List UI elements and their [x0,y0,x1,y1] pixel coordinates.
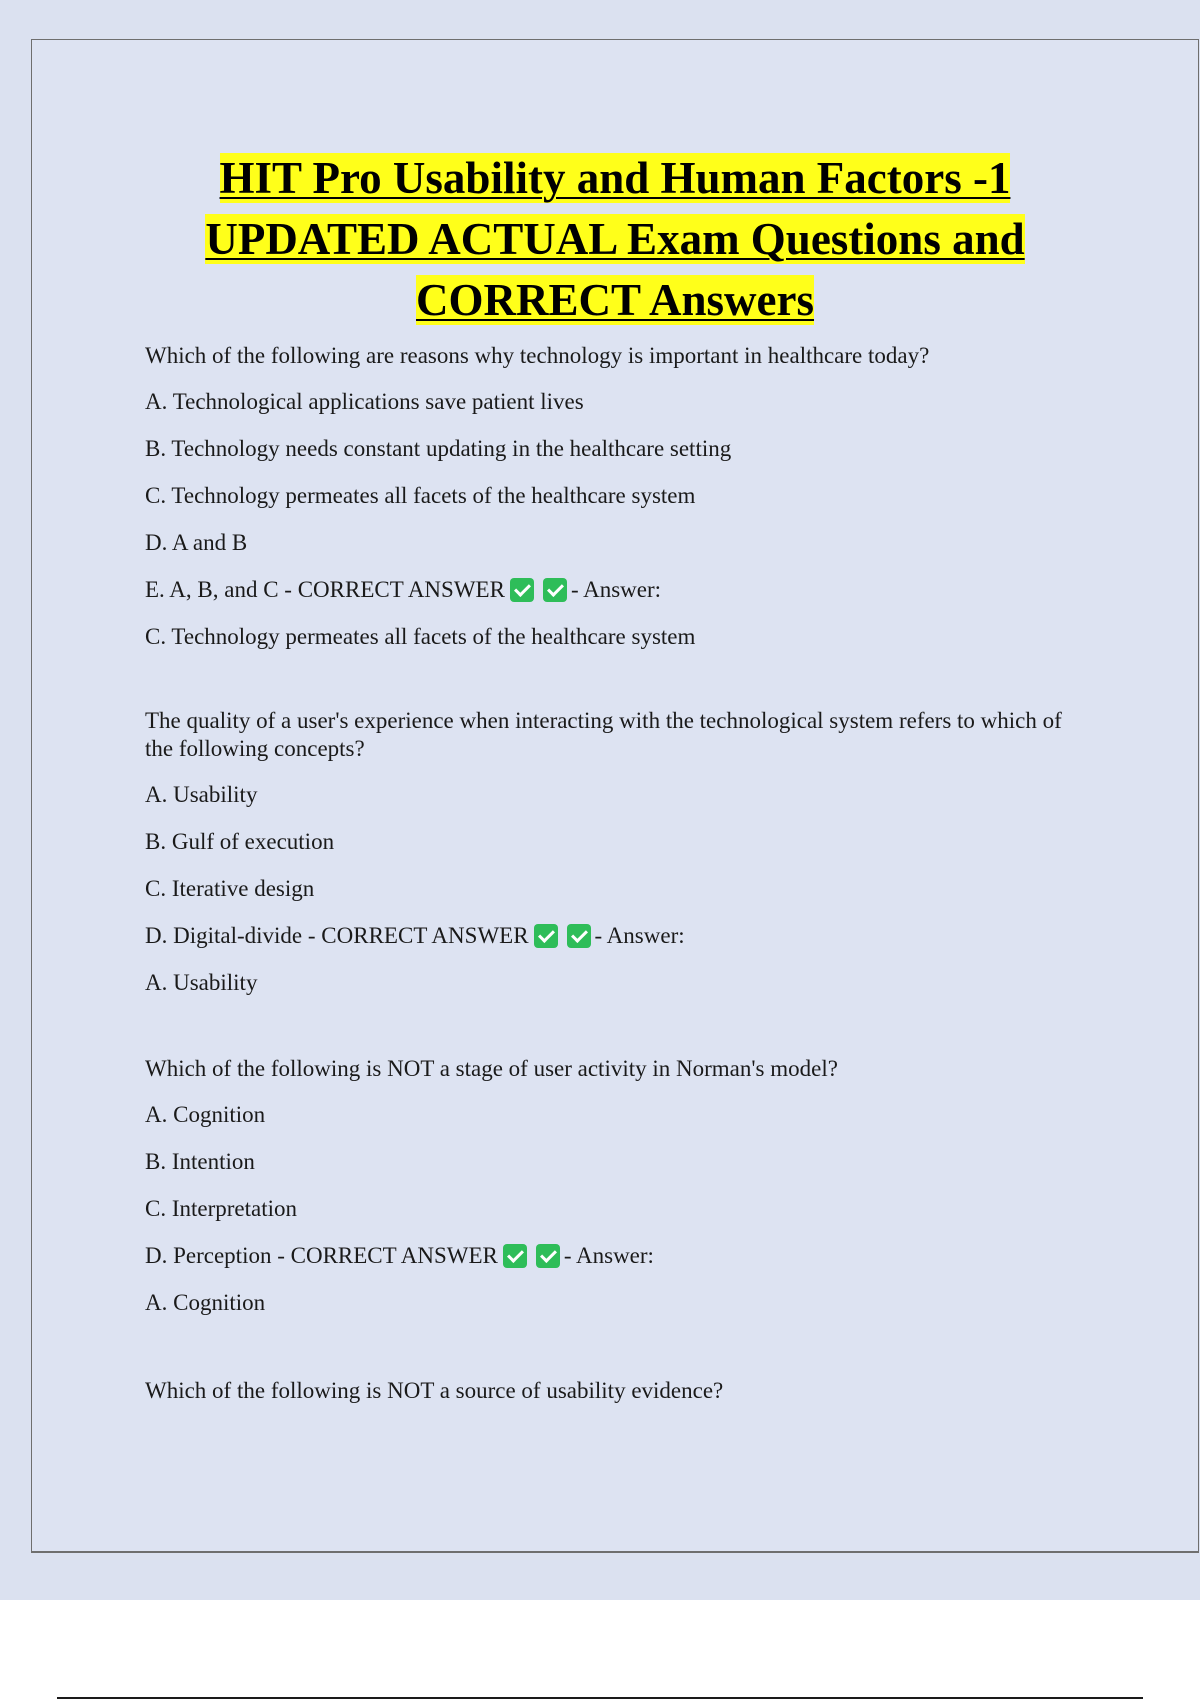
question-text: Which of the following is NOT a stage of user activity in Norman's model? [145,1056,838,1081]
option-a: A. Cognition [145,1102,266,1127]
answer-text: A. Cognition [145,1290,266,1315]
answer-text: A. Usability [145,970,258,995]
question-2 [145,707,1095,997]
option-b: B. Intention [145,1149,255,1174]
option-c: C. Iterative design [145,876,315,901]
correct-answer-label: D. Perception - CORRECT ANSWER [145,1243,498,1268]
answer-suffix: - Answer: [570,577,662,602]
question-1 [145,342,1095,651]
correct-answer-line [145,1242,1095,1270]
correct-answer-label: E. A, B, and C - CORRECT ANSWER [145,577,505,602]
correct-answer-label: D. Digital-divide - CORRECT ANSWER [145,923,529,948]
question-3 [145,1055,1095,1317]
question-4 [145,1377,1095,1405]
option-b: B. Gulf of execution [145,829,335,854]
answer-suffix: - Answer: [563,1243,654,1268]
check-box-icon [567,924,591,948]
title-line-2: UPDATED ACTUAL Exam Questions and [205,214,1025,264]
question-text: Which of the following is NOT a source of usability evidence? [145,1378,724,1403]
question-text: Which of the following are reasons why technology is important in healthcare today? [145,343,930,368]
option-a: A. Usability [145,782,258,807]
option-d: D. A and B [145,530,248,555]
check-box-icon [503,1244,527,1268]
footer-divider [57,1697,1143,1699]
document-title [140,148,1090,331]
answer-text: C. Technology permeates all facets of the healthcare system [145,624,696,649]
question-list [145,342,1095,1423]
option-b: B. Technology needs constant updating in the healthcare setting [145,436,732,461]
title-line-3: CORRECT Answers [416,275,814,325]
correct-answer-line [145,922,1095,950]
question-text: The quality of a user's experience when interacting with the technological system refers to which of the following concepts? [145,708,1062,761]
option-c: C. Technology permeates all facets of the healthcare system [145,483,696,508]
correct-answer-line [145,576,1095,604]
title-line-1: HIT Pro Usability and Human Factors -1 [219,153,1011,203]
option-c: C. Interpretation [145,1196,298,1221]
check-box-icon [543,578,567,602]
option-a: A. Technological applications save patient lives [145,389,584,414]
check-box-icon [510,578,534,602]
check-box-icon [536,1244,560,1268]
answer-suffix: - Answer: [594,923,685,948]
check-box-icon [534,924,558,948]
